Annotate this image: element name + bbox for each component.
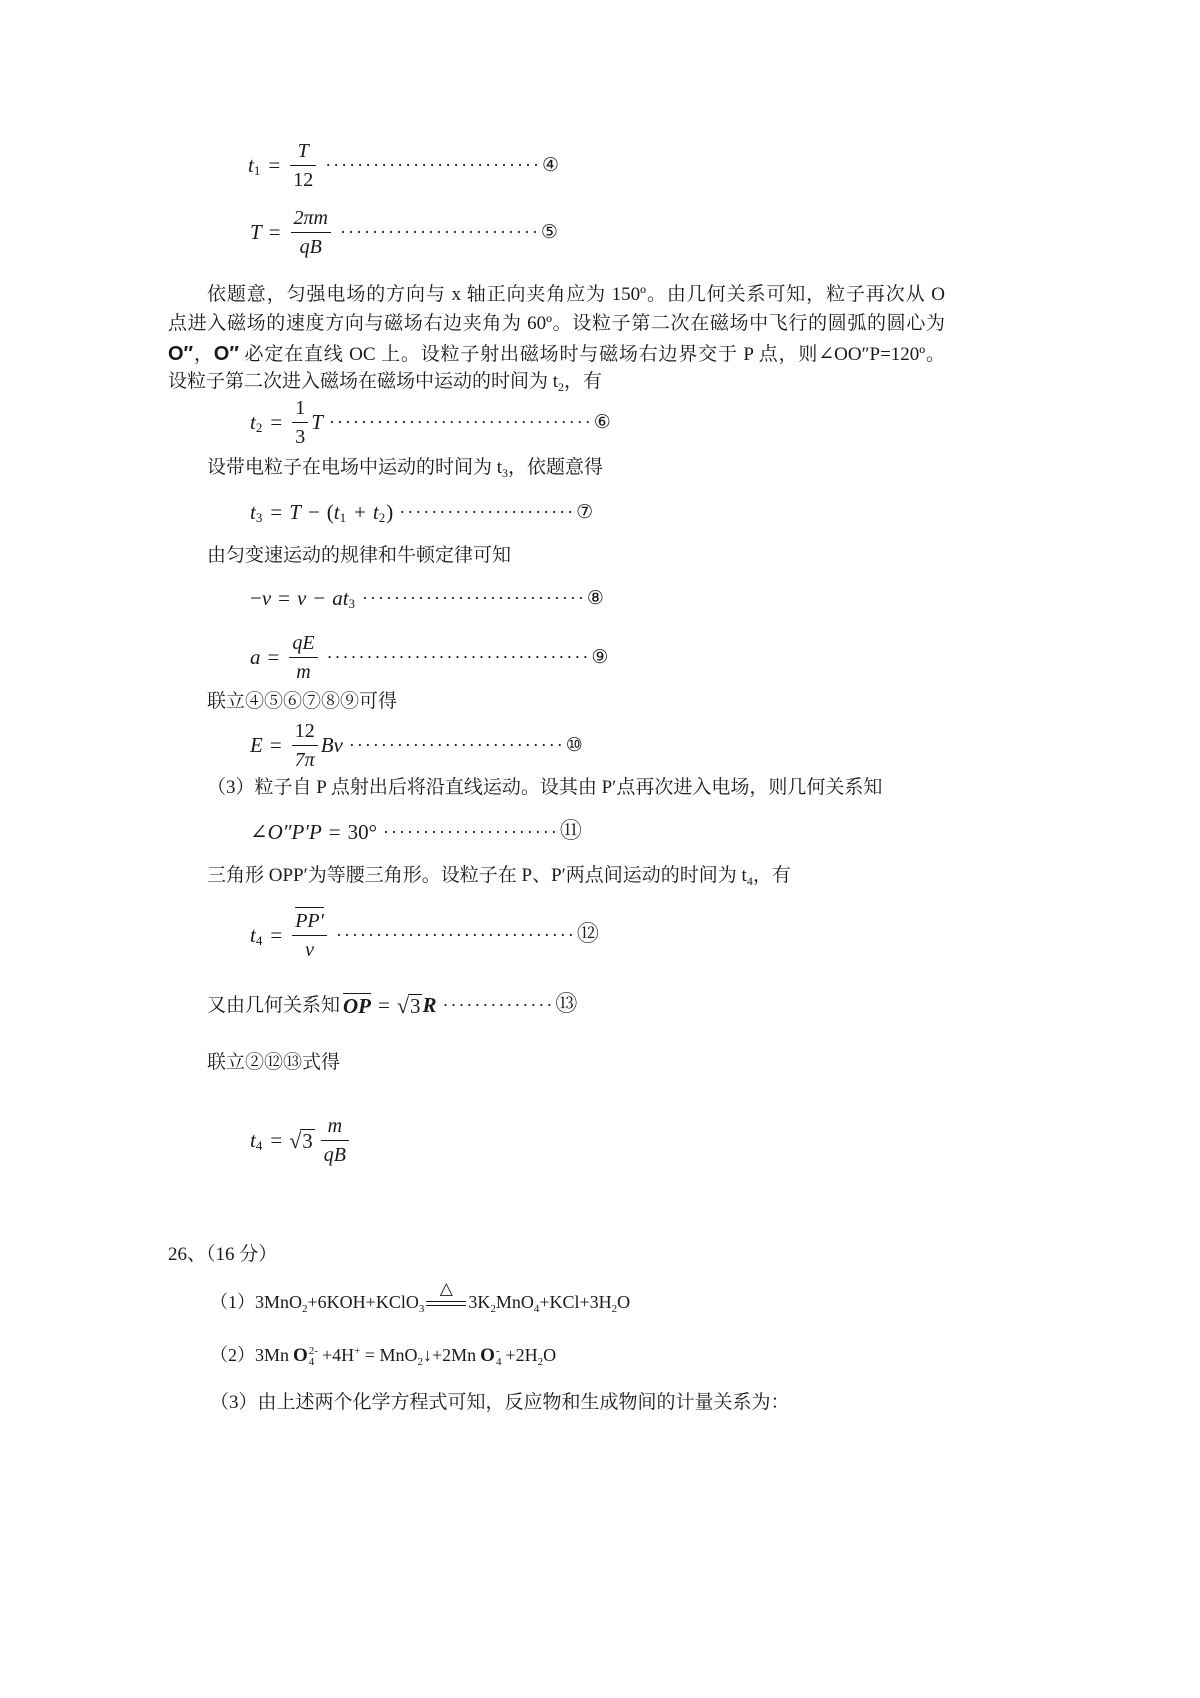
eq11-points: O″P′P bbox=[267, 819, 322, 844]
result-fraction bbox=[321, 1116, 349, 1165]
eq10-denominator: 7π bbox=[294, 748, 315, 771]
eq4-numerator: T bbox=[290, 141, 316, 166]
eq10-numerator: 12 bbox=[292, 721, 318, 746]
comma: ， bbox=[193, 344, 214, 365]
triangle-text-body: 三角形 OPP′为等腰三角形。设粒子在 P、P′两点间运动的时间为 t bbox=[207, 865, 747, 886]
question-26-item-1 bbox=[210, 1279, 631, 1316]
eq12-equals: = bbox=[270, 922, 283, 947]
equation-6 bbox=[250, 394, 611, 450]
item2-ion2-sub: 4 bbox=[495, 1355, 502, 1368]
eq6-fraction bbox=[292, 398, 308, 447]
eq5-leader: ························· bbox=[340, 222, 540, 242]
eq7-t1-subscript: 1 bbox=[339, 509, 347, 525]
item2-ion2-oxygen: O bbox=[480, 1345, 495, 1366]
triangle-text-subscript: 4 bbox=[746, 874, 753, 888]
paragraph-line-4-tail: ，有 bbox=[564, 371, 603, 392]
eq4-marker: ④ bbox=[542, 153, 560, 176]
item1-part-b: +6KOH+KClO bbox=[307, 1292, 419, 1312]
eq8-negative-sign: − bbox=[250, 585, 262, 610]
eq4-equals: = bbox=[268, 152, 281, 177]
eq10-equals: = bbox=[269, 732, 282, 757]
eq5-denominator: qB bbox=[299, 235, 322, 258]
result-equals: = bbox=[270, 1127, 283, 1152]
eq13-radical bbox=[397, 994, 423, 1017]
eq7-minus: − bbox=[307, 499, 320, 524]
eq5-marker: ⑤ bbox=[540, 220, 558, 243]
center-label-a: O″ bbox=[168, 343, 194, 365]
eq7-t2-subscript: 2 bbox=[378, 509, 386, 525]
eq13-leader: ·············· bbox=[442, 995, 555, 1015]
question-26-item-2 bbox=[210, 1341, 556, 1369]
item2-part-f: O bbox=[543, 1345, 557, 1365]
paragraph-line-4-subscript: 2 bbox=[558, 380, 565, 394]
item2-part-c-sub: 2 bbox=[417, 1356, 423, 1368]
eq7-lhs-subscript: 3 bbox=[255, 509, 263, 525]
eq8-v-right: v bbox=[297, 585, 307, 610]
eq5-fraction bbox=[291, 208, 331, 257]
eq4-denominator: 12 bbox=[293, 168, 314, 191]
triangle-text-tail: ，有 bbox=[752, 865, 791, 886]
eq11-equals: = bbox=[328, 819, 341, 844]
equation-12 bbox=[250, 903, 599, 967]
eq8-v-left: v bbox=[261, 585, 272, 610]
equation-11 bbox=[250, 817, 582, 847]
eq6-equals: = bbox=[270, 409, 283, 434]
eq12-marker: ⑫ bbox=[576, 922, 599, 947]
item1-part-e-sub: 2 bbox=[611, 1303, 618, 1315]
equation-8 bbox=[250, 583, 604, 613]
field-time-body: 设带电粒子在电场中运动的时间为 t bbox=[207, 457, 503, 478]
eq12-numerator: PP′ bbox=[295, 907, 324, 932]
eq12-fraction bbox=[292, 911, 327, 960]
eq11-marker: ⑪ bbox=[559, 819, 582, 844]
eq9-lhs: a bbox=[250, 644, 261, 669]
equation-10 bbox=[250, 717, 583, 773]
result-equation bbox=[250, 1110, 352, 1170]
eq7-marker: ⑦ bbox=[576, 500, 594, 523]
equation-9 bbox=[250, 629, 608, 685]
equation-5 bbox=[250, 202, 558, 262]
item2-label: （2） bbox=[210, 1345, 255, 1365]
field-time-text bbox=[207, 455, 603, 481]
eq13-root-sign: √ bbox=[396, 992, 409, 1018]
equation-7 bbox=[250, 497, 593, 527]
paragraph-line-2: 点进入磁场的速度方向与磁场右边夹角为 60º。设粒子第二次在磁场中飞行的圆弧的圆心为 bbox=[168, 313, 945, 334]
eq12-leader: ······························ bbox=[336, 925, 576, 945]
heating-triangle-icon: △ bbox=[439, 1279, 453, 1300]
eq7-close-paren: ) bbox=[386, 499, 394, 524]
eq12-lhs: t bbox=[250, 922, 256, 947]
kinematics-intro: 由匀变速运动的规律和牛顿定律可知 bbox=[207, 545, 512, 566]
result-denominator: qB bbox=[323, 1143, 346, 1166]
eq7-term: T bbox=[289, 499, 301, 524]
item2-ion1-sub: 4 bbox=[308, 1355, 315, 1368]
reaction-condition-equals bbox=[426, 1279, 466, 1306]
eq13-equals: = bbox=[378, 992, 390, 1017]
equation-13 bbox=[207, 985, 577, 1025]
item1-part-d-sub: 4 bbox=[533, 1303, 540, 1315]
item1-part-c-sub: 2 bbox=[490, 1303, 496, 1315]
eq6-marker: ⑥ bbox=[593, 410, 611, 433]
result-radicand: 3 bbox=[302, 1128, 313, 1153]
eq10-factor: Bv bbox=[320, 732, 343, 757]
eq6-leader: ································· bbox=[328, 412, 593, 432]
eq7-open-paren: ( bbox=[326, 499, 334, 524]
eq13-factor: R bbox=[422, 992, 437, 1017]
result-lhs-subscript: 4 bbox=[255, 1137, 263, 1153]
item2-part-b-sup: + bbox=[354, 1345, 361, 1357]
eq8-at-subscript: 3 bbox=[348, 595, 356, 611]
field-time-tail: ，依题意得 bbox=[508, 457, 604, 478]
eq12-numerator-wrap bbox=[292, 911, 327, 936]
combine-line-1: 联立④⑤⑥⑦⑧⑨可得 bbox=[207, 691, 398, 712]
item1-part-a: 3MnO bbox=[255, 1292, 303, 1312]
item2-ion1-charge: 2- bbox=[308, 1344, 318, 1357]
eq10-leader: ··························· bbox=[348, 735, 565, 755]
result-numerator: m bbox=[321, 1116, 349, 1141]
item2-part-e-sub: 2 bbox=[537, 1356, 544, 1368]
eq9-equals: = bbox=[267, 644, 280, 669]
eq8-minus: − bbox=[313, 585, 326, 610]
part-3-intro: （3）粒子自 P 点射出后将沿直线运动。设其由 P′点再次进入电场，则几何关系知 bbox=[207, 777, 883, 798]
item1-part-f: O bbox=[617, 1292, 631, 1312]
item2-part-b: +4H bbox=[321, 1345, 355, 1365]
eq8-marker: ⑧ bbox=[586, 586, 604, 609]
eq10-fraction bbox=[292, 721, 318, 770]
eq5-numerator: 2πm bbox=[291, 208, 331, 233]
result-radical bbox=[289, 1129, 315, 1152]
item2-part-c: = MnO bbox=[360, 1345, 418, 1365]
item2-part-e: +2H bbox=[505, 1345, 538, 1365]
item1-part-d: MnO bbox=[495, 1292, 534, 1312]
eq8-at: at bbox=[332, 585, 349, 610]
eq13-marker: ⑬ bbox=[555, 992, 578, 1017]
eq5-lhs: T bbox=[250, 219, 262, 244]
item1-label: （1） bbox=[210, 1292, 255, 1312]
eq7-lhs: t bbox=[250, 499, 256, 524]
eq12-lhs-subscript: 4 bbox=[255, 932, 263, 948]
eq7-leader: ······················ bbox=[399, 502, 576, 522]
eq4-lhs: t bbox=[248, 152, 254, 177]
question-26-item-3: （3）由上述两个化学方程式可知，反应物和生成物间的计量关系为： bbox=[210, 1392, 790, 1413]
eq6-lhs: t bbox=[250, 409, 256, 434]
item2-ion2-indices bbox=[496, 1346, 502, 1368]
eq6-lhs-subscript: 2 bbox=[255, 419, 263, 435]
item1-part-a-sub: 2 bbox=[302, 1303, 308, 1315]
paragraph-line-4-text: 设粒子第二次进入磁场在磁场中运动的时间为 t bbox=[168, 371, 559, 392]
eq13-intro: 又由几何关系知 bbox=[207, 994, 341, 1016]
item2-ion1-indices bbox=[309, 1346, 318, 1368]
item1-part-e: +KCl+3H bbox=[539, 1292, 612, 1312]
precipitate-arrow-icon: ↓ bbox=[423, 1345, 432, 1365]
eq9-marker: ⑨ bbox=[591, 645, 609, 668]
paragraph-line-3 bbox=[168, 341, 945, 367]
question-26-heading: 26、（16 分） bbox=[168, 1244, 278, 1265]
eq7-equals: = bbox=[270, 499, 283, 524]
eq8-leader: ···························· bbox=[362, 588, 586, 608]
item2-ion1-oxygen: O bbox=[293, 1345, 308, 1366]
result-root-sign: √ bbox=[289, 1127, 302, 1153]
eq7-t1: t bbox=[333, 499, 340, 524]
eq6-factor: T bbox=[311, 409, 323, 434]
eq4-lhs-subscript: 1 bbox=[253, 162, 261, 178]
eq5-equals: = bbox=[268, 219, 281, 244]
eq8-equals: = bbox=[278, 585, 291, 610]
item2-part-d: +2Mn bbox=[432, 1345, 477, 1365]
eq9-leader: ································· bbox=[326, 647, 591, 667]
eq9-fraction bbox=[289, 633, 317, 682]
item2-ion2-charge: - bbox=[495, 1344, 500, 1357]
paragraph-line-3-text: 必定在直线 OC 上。设粒子射出磁场时与磁场右边界交于 P 点，则∠OO″P=120º。 bbox=[244, 344, 945, 365]
eq12-denominator: v bbox=[305, 938, 315, 961]
eq10-marker: ⑩ bbox=[565, 733, 583, 756]
center-label-b: O″ bbox=[213, 343, 239, 365]
paragraph-line-4 bbox=[168, 369, 602, 395]
eq10-lhs: E bbox=[250, 732, 263, 757]
eq11-value: 30° bbox=[347, 819, 378, 844]
eq6-denominator: 3 bbox=[295, 425, 306, 448]
eq11-leader: ······················ bbox=[383, 822, 559, 842]
eq13-radicand: 3 bbox=[409, 993, 421, 1018]
eq13-segment: OP bbox=[343, 994, 372, 1018]
result-lhs: t bbox=[250, 1127, 256, 1152]
item2-part-a: 3Mn bbox=[255, 1345, 290, 1365]
paragraph-line-1: 依题意，匀强电场的方向与 x 轴正向夹角应为 150º。由几何关系可知，粒子再次从 O bbox=[207, 284, 945, 305]
eq4-fraction bbox=[290, 141, 316, 190]
eq7-t2: t bbox=[372, 499, 379, 524]
field-time-subscript: 3 bbox=[502, 466, 509, 480]
item1-part-b-sub: 3 bbox=[418, 1303, 425, 1315]
combine-line-2: 联立②⑫⑬式得 bbox=[207, 1052, 341, 1073]
eq11-angle-symbol: ∠ bbox=[250, 819, 268, 844]
eq4-leader: ··························· bbox=[325, 155, 542, 175]
eq9-denominator: m bbox=[296, 660, 311, 683]
eq9-numerator: qE bbox=[289, 633, 317, 658]
item1-part-c: 3K bbox=[468, 1292, 491, 1312]
eq7-plus: + bbox=[354, 499, 366, 524]
equation-4 bbox=[248, 135, 559, 195]
triangle-text bbox=[207, 863, 791, 889]
eq6-numerator: 1 bbox=[292, 398, 308, 423]
